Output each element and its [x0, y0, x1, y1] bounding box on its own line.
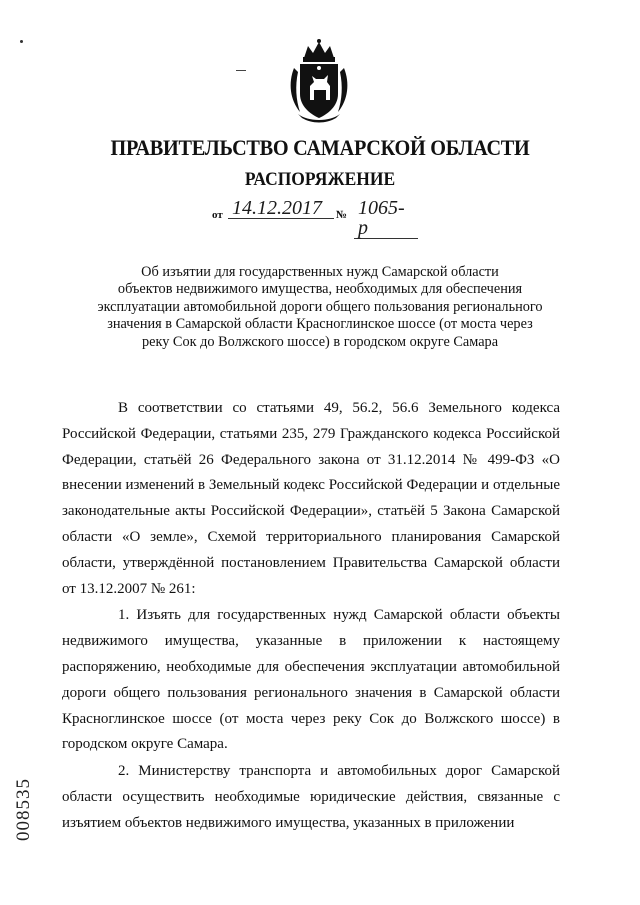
- subject-line: объектов недвижимого имущества, необходимых для обеспечения: [117, 281, 523, 298]
- item-2-paragraph: 2. Министерству транспорта и автомобильных дорог Самарской области осуществить необходимые юридические действия, связанные с изъятием объектов недвижимого имущества, указанных в приложении: [62, 763, 560, 831]
- subject-line: Об изъятии для государственных нужд Самарской области: [141, 264, 499, 280]
- number-prefix: №: [336, 209, 348, 221]
- document-body: [62, 396, 560, 837]
- preamble-paragraph: В соответствии со статьями 49, 56.2, 56.6 Земельного кодекса Российской Федерации, статьями 235, 279 Гражданского кодекса Российской Федерации, статьёй 26 Федерального закона от 31.12.2014 № 499-ФЗ «О внесении изменений в Земельный кодекс Российской Федерации и отдельные законодательные акты Российской Федерации», статьёй 5 Закона Самарской области «О земле», Схемой территориального планирования Самарской области, утверждённой постановлением Правительства Самарской области от 13.12.2007 № 261:: [62, 400, 560, 597]
- scan-speck: [20, 40, 23, 43]
- date-prefix: от: [212, 209, 223, 221]
- handwritten-date: 14.12.2017: [228, 198, 334, 219]
- government-title: ПРАВИТЕЛЬСТВО САМАРСКОЙ ОБЛАСТИ: [110, 135, 530, 160]
- subject-line: реку Сок до Волжского шоссе) в городском округе Самара: [141, 333, 499, 350]
- item-1-paragraph: 1. Изъять для государственных нужд Самарской области объекты недвижимого имущества, указанные в приложении к настоящему распоряжению, необходимые для обеспечения эксплуатации автомобильной дороги общего пользования регионального значения в Самарской области Красноглинское шоссе (от моста через реку Сок до Волжского шоссе) в городском округе Самара.: [62, 607, 560, 753]
- subject-line: значения в Самарской области Красноглинское шоссе (от моста через: [107, 316, 533, 333]
- document-type: РАСПОРЯЖЕНИЕ: [244, 169, 396, 190]
- subject-line: эксплуатации автомобильной дороги общего пользования регионального: [97, 298, 543, 315]
- coat-of-arms-emblem: [286, 38, 352, 124]
- side-registration-number: 008535: [13, 778, 34, 841]
- document-subject: [60, 264, 580, 351]
- scan-mark: [236, 70, 246, 71]
- date-number-line: [212, 197, 512, 239]
- handwritten-number: 1065-р: [354, 198, 418, 239]
